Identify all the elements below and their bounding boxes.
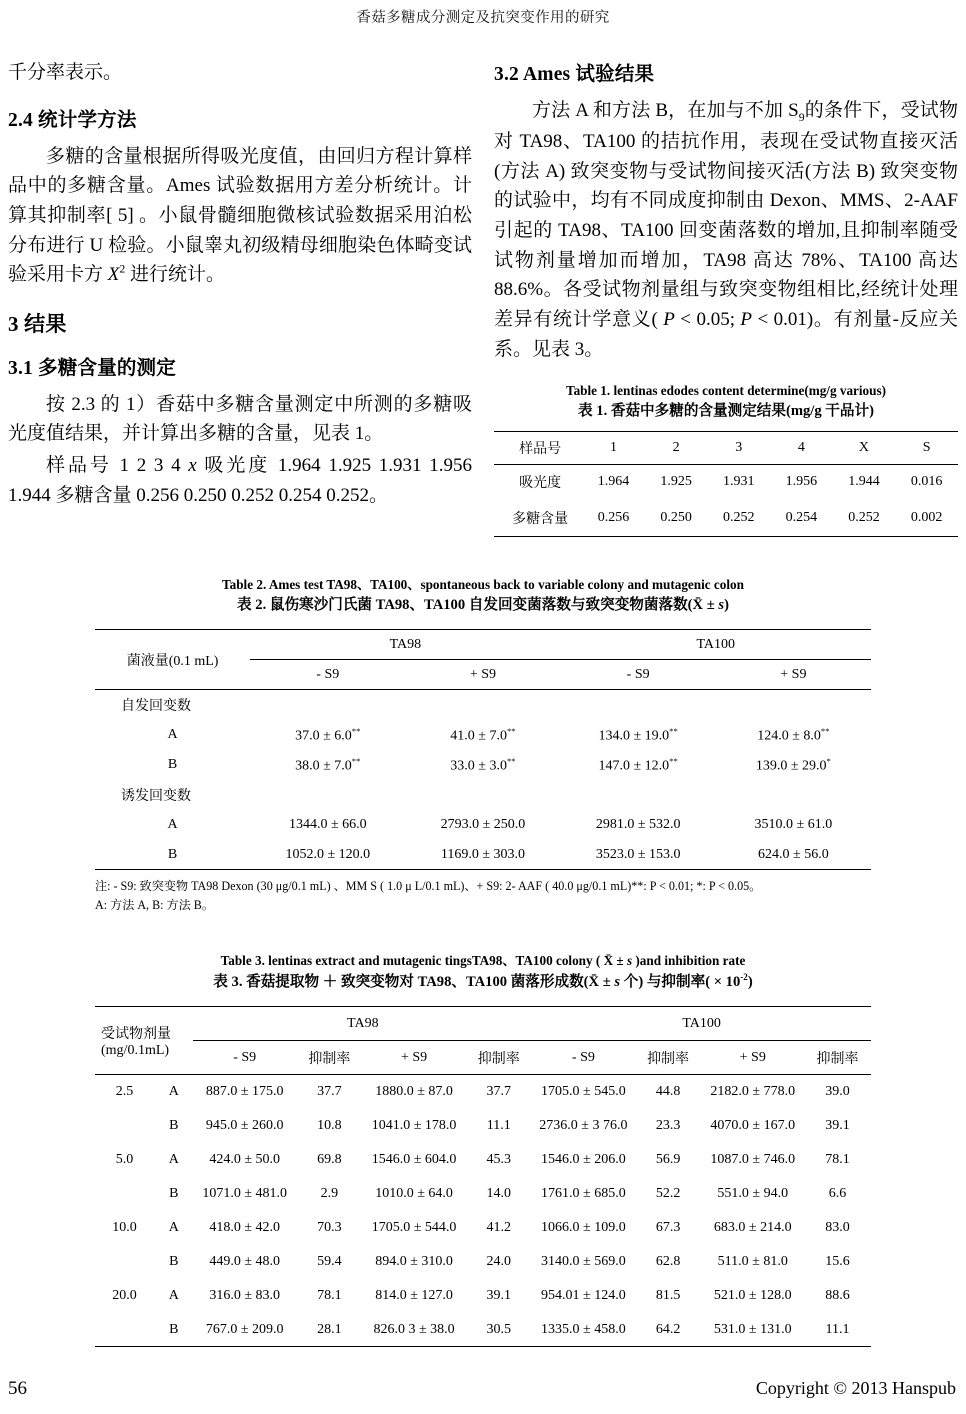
table-cell: 62.8 — [655, 1253, 681, 1269]
table-cell: 67.3 — [655, 1219, 681, 1235]
table-cell: 37.7 — [486, 1084, 511, 1100]
table-2-method-label: A — [167, 816, 178, 832]
x-bar-symbol: X̄ — [692, 596, 704, 613]
table-cell: 11.1 — [825, 1321, 850, 1337]
table-cell: 2793.0 ± 250.0 — [440, 816, 526, 832]
table-3-sub-header: - S9 — [233, 1049, 257, 1065]
table-cell: 3510.0 ± 61.0 — [754, 816, 833, 832]
table-1-header-row — [494, 431, 958, 464]
table-cell: 83.0 — [825, 1219, 850, 1235]
table-3-dose: 20.0 — [112, 1287, 137, 1303]
copyright-notice: Copyright © 2013 Hanspub — [755, 1378, 956, 1398]
table-cell: 1.944 — [848, 474, 880, 490]
table-2-group-header-row — [95, 630, 871, 660]
para-2-4-tail: 进行统计。 — [125, 264, 226, 286]
table-cell: 11.1 — [486, 1117, 511, 1133]
table-3-sub-header: 抑制率 — [816, 1051, 859, 1067]
table-cell: 39.1 — [825, 1117, 850, 1133]
table-1-row-label: 多糖含量 — [512, 511, 569, 527]
s9-subscript: 9 — [798, 110, 805, 124]
para-3-2-p4: < 0.01)。有剂量-反应关系。见表 3。 — [494, 308, 959, 360]
table-row — [95, 720, 871, 750]
table-3-dose — [95, 1177, 154, 1211]
table-cell: 887.0 ± 175.0 — [205, 1084, 284, 1100]
table-3-sub-header: - S9 — [571, 1049, 595, 1065]
table-cell: 0.250 — [660, 509, 692, 525]
table-cell: 1705.0 ± 545.0 — [541, 1084, 626, 1100]
table-1-col-header: X — [858, 439, 870, 455]
significance-mark: ** — [669, 755, 678, 766]
table-cell: 134.0 ± 19.0** — [598, 725, 678, 744]
table-2-stub-header: 菌液量(0.1 mL) — [126, 653, 219, 669]
sample-list-pre: 样品号 1 2 3 4 — [46, 455, 189, 476]
table-3-sub-header-row — [95, 1041, 871, 1075]
table-cell: 52.2 — [655, 1185, 681, 1201]
para-3-2-p2: 的条件下，受试物对 TA98、TA100 的拮抗作用，表现在受试物直接灭活(方法 A) 致突变物与受试物间接灭活(方法 B) 致突变物的试验中，均有不同成度抑制由 Dexon、MMS、2-AAF 引起的 TA98、TA100 回变菌落数的增加,且抑制率随受试物剂量增加而增加，TA98 高达 78%、TA100 高达 88.6%。各受试物剂量组与致突变物组相比,经统计处理差异有统计学意义( — [494, 100, 958, 330]
table-cell: 124.0 ± 8.0** — [757, 725, 830, 744]
table-cell: 1.925 — [660, 474, 692, 490]
table-cell: 1546.0 ± 206.0 — [541, 1151, 626, 1167]
table-row — [494, 500, 958, 536]
chi-square-symbol: X — [107, 264, 120, 286]
table-row — [95, 1211, 871, 1245]
left-column — [8, 58, 472, 537]
sd-symbol: s — [718, 596, 725, 613]
table-row — [95, 1109, 871, 1143]
table-cell: 1761.0 ± 685.0 — [541, 1185, 626, 1201]
table-cell: 39.0 — [825, 1084, 850, 1100]
table-3-method: B — [169, 1321, 179, 1337]
body-columns — [8, 58, 958, 537]
table-1-row-label: 吸光度 — [519, 476, 562, 492]
table-3-dose — [95, 1245, 154, 1279]
table-cell: 3140.0 ± 569.0 — [541, 1253, 626, 1269]
table-1 — [494, 431, 958, 537]
table-cell: 39.1 — [486, 1287, 511, 1303]
table-3-dose — [95, 1313, 154, 1347]
table-2-method-label: B — [167, 846, 178, 862]
table-cell: 1344.0 ± 66.0 — [288, 816, 367, 832]
table-3-method: A — [168, 1287, 179, 1303]
table-cell: 521.0 ± 128.0 — [713, 1287, 792, 1303]
table-2-note-line-2: A: 方法 A, B: 方法 B。 — [95, 897, 214, 912]
table-cell: 531.0 ± 131.0 — [713, 1321, 792, 1337]
table-2-method-label: B — [167, 756, 178, 772]
table-3-method: A — [168, 1151, 179, 1167]
paragraph-2-4 — [8, 142, 472, 290]
table-cell: 38.0 ± 7.0** — [295, 755, 361, 774]
table-cell: 33.0 ± 3.0** — [450, 755, 516, 774]
table-row — [95, 1075, 871, 1109]
right-column — [494, 58, 958, 537]
table-cell: 28.1 — [317, 1321, 342, 1337]
table-cell: 3523.0 ± 153.0 — [595, 846, 681, 862]
table-cell: 1.931 — [722, 474, 755, 490]
p-value-symbol-2: P — [740, 308, 753, 330]
table-cell: 449.0 ± 48.0 — [209, 1253, 281, 1269]
table-2-section-label: 自发回变数 — [121, 699, 191, 715]
table-cell: 64.2 — [655, 1321, 681, 1337]
table-row — [95, 1279, 871, 1313]
table-1-col-header: 3 — [735, 439, 743, 455]
table-cell: 814.0 ± 127.0 — [375, 1287, 453, 1303]
table-2-section-label-row — [95, 690, 871, 720]
table-cell: 0.252 — [722, 509, 755, 525]
table-cell: 954.01 ± 124.0 — [541, 1287, 626, 1303]
table-cell: 56.9 — [655, 1151, 681, 1167]
table-cell: 1066.0 ± 109.0 — [541, 1219, 626, 1235]
table-row — [95, 1313, 871, 1347]
table-cell: 10.8 — [317, 1117, 342, 1133]
table-cell: 78.1 — [825, 1151, 850, 1167]
table-cell: 24.0 — [486, 1253, 511, 1269]
table-2-caption — [95, 576, 871, 615]
significance-mark: ** — [669, 725, 678, 736]
table-3-stub-header — [95, 1007, 193, 1075]
x-bar-symbol: X̄ — [588, 973, 600, 990]
heading-2-4: 2.4 统计学方法 — [8, 109, 137, 131]
paragraph-3-1-b — [8, 451, 472, 510]
table-row — [95, 810, 871, 840]
table-1-col-header: 4 — [797, 439, 805, 455]
table-2-group-header-ta98: TA98 — [250, 630, 560, 660]
table-2 — [95, 629, 871, 870]
table-cell: 316.0 ± 83.0 — [209, 1287, 281, 1303]
table-cell: 1169.0 ± 303.0 — [440, 846, 526, 862]
table-cell: 624.0 ± 56.0 — [758, 846, 829, 862]
table-cell: 78.1 — [317, 1287, 342, 1303]
table-cell: 683.0 ± 214.0 — [713, 1219, 792, 1235]
table-cell: 44.8 — [655, 1084, 681, 1100]
table-cell: 511.0 ± 81.0 — [717, 1253, 788, 1269]
table-3-caption — [95, 952, 871, 992]
table-3-block — [95, 952, 871, 1347]
mean-symbol: x — [188, 455, 197, 476]
table-3-dose: 10.0 — [112, 1219, 137, 1235]
sd-symbol: s — [614, 973, 621, 990]
significance-mark: ** — [820, 725, 830, 736]
table-3-sub-header: 抑制率 — [477, 1051, 520, 1067]
table-2-note-line-1: 注: - S9: 致突变物 TA98 Dexon (30 μg/0.1 mL) 、MM S ( 1.0 μ L/0.1 mL)、+ S9: 2- AAF ( 40.0 μg/0.1 mL)**: P < 0.01; *: P < 0.05。 — [95, 879, 762, 894]
paragraph-3-2 — [494, 96, 958, 364]
table-cell: 2981.0 ± 532.0 — [595, 816, 681, 832]
significance-mark: ** — [351, 725, 361, 736]
table-3-stub-header-line-2: (mg/0.1mL) — [101, 1042, 170, 1058]
table-cell: 14.0 — [486, 1185, 511, 1201]
table-cell: 6.6 — [828, 1185, 847, 1201]
paragraph-3-1-a: 按 2.3 的 1）香菇中多糖含量测定中所测的多糖吸光度值结果，并计算出多糖的含量，见表 1。 — [8, 393, 472, 445]
table-cell: 1052.0 ± 120.0 — [285, 846, 371, 862]
x-bar-symbol: X̄ — [603, 953, 614, 968]
table-1-col-header: S — [922, 439, 931, 455]
table-1-block — [494, 382, 958, 536]
table-3-sub-header: + S9 — [739, 1049, 766, 1065]
table-cell: 88.6 — [825, 1287, 850, 1303]
table-3-sub-header: 抑制率 — [647, 1051, 690, 1067]
significance-mark: * — [826, 755, 831, 766]
table-cell: 1335.0 ± 458.0 — [541, 1321, 626, 1337]
table-cell: 23.3 — [655, 1117, 681, 1133]
table-2-sub-header: + S9 — [780, 666, 807, 682]
para-2-4-text: 多糖的含量根据所得吸光度值，由回归方程计算样品中的多糖含量。Ames 试验数据用方差分析统计。计算其抑制率[ 5] 。小鼠骨髓细胞微核试验数据采用泊松分布进行 U 检验。小鼠睾丸初级精母细胞染色体畸变试验采用卡方 — [8, 145, 472, 286]
table-cell: 70.3 — [317, 1219, 342, 1235]
table-3 — [95, 1006, 871, 1347]
table-3-method: B — [169, 1253, 179, 1269]
continued-paragraph: 千分率表示。 — [8, 62, 123, 83]
table-cell: 0.252 — [848, 509, 880, 525]
table-cell: 945.0 ± 260.0 — [205, 1117, 284, 1133]
para-3-2-p1: 方法 A 和方法 B，在加与不加 S — [532, 100, 799, 121]
table-cell: 59.4 — [317, 1253, 342, 1269]
table-cell: 41.2 — [486, 1219, 511, 1235]
table-cell: 894.0 ± 310.0 — [375, 1253, 453, 1269]
table-cell: 45.3 — [486, 1151, 511, 1167]
table-2-caption-en: Table 2. Ames test TA98、TA100、spontaneous back to variable colony and mutagenic colon — [222, 577, 744, 592]
table-cell: 424.0 ± 50.0 — [209, 1151, 281, 1167]
table-row — [95, 750, 871, 780]
para-3-2-p3: < 0.05; — [674, 308, 741, 330]
significance-mark: ** — [351, 755, 361, 766]
table-cell: 15.6 — [825, 1253, 850, 1269]
sample-list-post: 吸光度 1.964 1.925 1.931 1.956 1.944 多糖含量 0.256 0.250 0.252 0.254 0.252。 — [8, 455, 472, 506]
table-2-caption-cn: 表 2. 鼠伤寒沙门氏菌 TA98、TA100 自发回变菌落数与致突变物菌落数(X̄ ± s) — [237, 596, 729, 613]
table-1-col-header: 样品号 — [519, 441, 562, 457]
table-3-dose: 5.0 — [115, 1151, 134, 1167]
table-cell: 1010.0 ± 64.0 — [375, 1185, 453, 1201]
table-3-method: A — [168, 1219, 179, 1235]
table-3-method: A — [168, 1084, 179, 1100]
table-cell: 2.9 — [320, 1185, 339, 1201]
table-3-group-header-ta98: TA98 — [193, 1007, 532, 1041]
table-cell: 0.254 — [785, 509, 818, 525]
table-cell: 418.0 ± 42.0 — [209, 1219, 281, 1235]
table-3-stub-header-line-1: 受试物剂量 — [101, 1026, 171, 1042]
table-cell: 1087.0 ± 746.0 — [710, 1151, 796, 1167]
table-3-dose: 2.5 — [115, 1084, 134, 1100]
heading-3-1: 3.1 多糖含量的测定 — [8, 357, 176, 379]
significance-mark: ** — [506, 755, 516, 766]
table-cell: 0.256 — [597, 509, 630, 525]
sd-symbol: s — [626, 953, 633, 968]
table-1-col-header: 1 — [609, 439, 617, 455]
running-head: 香菇多糖成分测定及抗突变作用的研究 — [356, 10, 610, 26]
table-3-caption-cn: 表 3. 香菇提取物 ＋ 致突变物对 TA98、TA100 菌落形成数(X̄ ± s 个) 与抑制率( × $10^{-2}$) — [213, 971, 753, 990]
table-cell: 0.016 — [910, 474, 943, 490]
table-3-dose — [95, 1109, 154, 1143]
table-cell: 41.0 ± 7.0** — [450, 725, 516, 744]
table-cell: 0.002 — [910, 509, 943, 525]
table-3-method: B — [169, 1117, 179, 1133]
significance-mark: ** — [506, 725, 516, 736]
table-2-sub-header: - S9 — [626, 666, 650, 682]
table-cell: 81.5 — [655, 1287, 681, 1303]
table-cell: 1071.0 ± 481.0 — [202, 1185, 288, 1201]
page-footer — [8, 1378, 956, 1400]
table-cell: 551.0 ± 94.0 — [717, 1185, 789, 1201]
table-2-method-label: A — [167, 726, 178, 742]
table-cell: 1.964 — [597, 474, 630, 490]
table-cell: 1041.0 ± 178.0 — [371, 1117, 457, 1133]
table-3-method: B — [169, 1185, 179, 1201]
table-1-caption-en: Table 1. lentinas edodes content determine(mg/g various) — [565, 383, 887, 399]
table-cell: 1880.0 ± 87.0 — [375, 1084, 453, 1100]
table-3-caption-en: Table 3. lentinas extract and mutagenic tingsTA98、TA100 colony ( X̄ ± s )and inhibition rate — [220, 953, 746, 968]
table-cell: 2182.0 ± 778.0 — [710, 1084, 796, 1100]
table-cell: 37.7 — [317, 1084, 342, 1100]
table-row — [95, 1245, 871, 1279]
heading-3-2: 3.2 Ames 试验结果 — [494, 64, 655, 85]
p-value-symbol-1: P — [663, 308, 675, 330]
table-cell: 69.8 — [317, 1151, 342, 1167]
table-3-sub-header: + S9 — [400, 1049, 428, 1065]
table-3-group-header-row — [95, 1007, 871, 1041]
table-2-sub-header: - S9 — [316, 666, 340, 682]
table-2-group-header-ta100: TA100 — [561, 630, 871, 660]
table-cell: 30.5 — [486, 1321, 511, 1337]
table-3-sub-header: 抑制率 — [308, 1051, 351, 1067]
page-number: 56 — [8, 1378, 27, 1399]
table-row — [494, 464, 958, 500]
table-cell: 1546.0 ± 604.0 — [371, 1151, 457, 1167]
table-2-sub-header: + S9 — [469, 666, 497, 682]
table-row — [95, 840, 871, 870]
table-cell: 826.0 3 ± 38.0 — [373, 1321, 455, 1337]
chi-square-exponent: 2 — [119, 262, 126, 276]
table-row — [95, 1177, 871, 1211]
table-cell: 1705.0 ± 544.0 — [371, 1219, 457, 1235]
heading-3: 3 结果 — [8, 311, 67, 336]
exponent: -2 — [740, 971, 748, 982]
table-cell: 1.956 — [785, 474, 818, 490]
table-2-section-label: 诱发回变数 — [121, 788, 191, 804]
table-1-col-header: 2 — [672, 439, 680, 455]
table-1-caption — [494, 382, 958, 421]
table-cell: 37.0 ± 6.0** — [295, 725, 361, 744]
table-cell: 147.0 ± 12.0** — [598, 755, 678, 774]
table-1-caption-cn: 表 1. 香菇中多糖的含量测定结果(mg/g 干品计) — [578, 402, 874, 419]
table-2-block — [95, 576, 871, 914]
table-cell: 2736.0 ± 3 76.0 — [539, 1117, 628, 1133]
table-row — [95, 1143, 871, 1177]
table-cell: 139.0 ± 29.0* — [755, 755, 831, 774]
table-cell: 4070.0 ± 167.0 — [710, 1117, 796, 1133]
table-cell: 767.0 ± 209.0 — [205, 1321, 284, 1337]
table-2-note — [95, 877, 871, 913]
table-3-group-header-ta100: TA100 — [532, 1007, 871, 1041]
table-2-section-label-row — [95, 780, 871, 810]
